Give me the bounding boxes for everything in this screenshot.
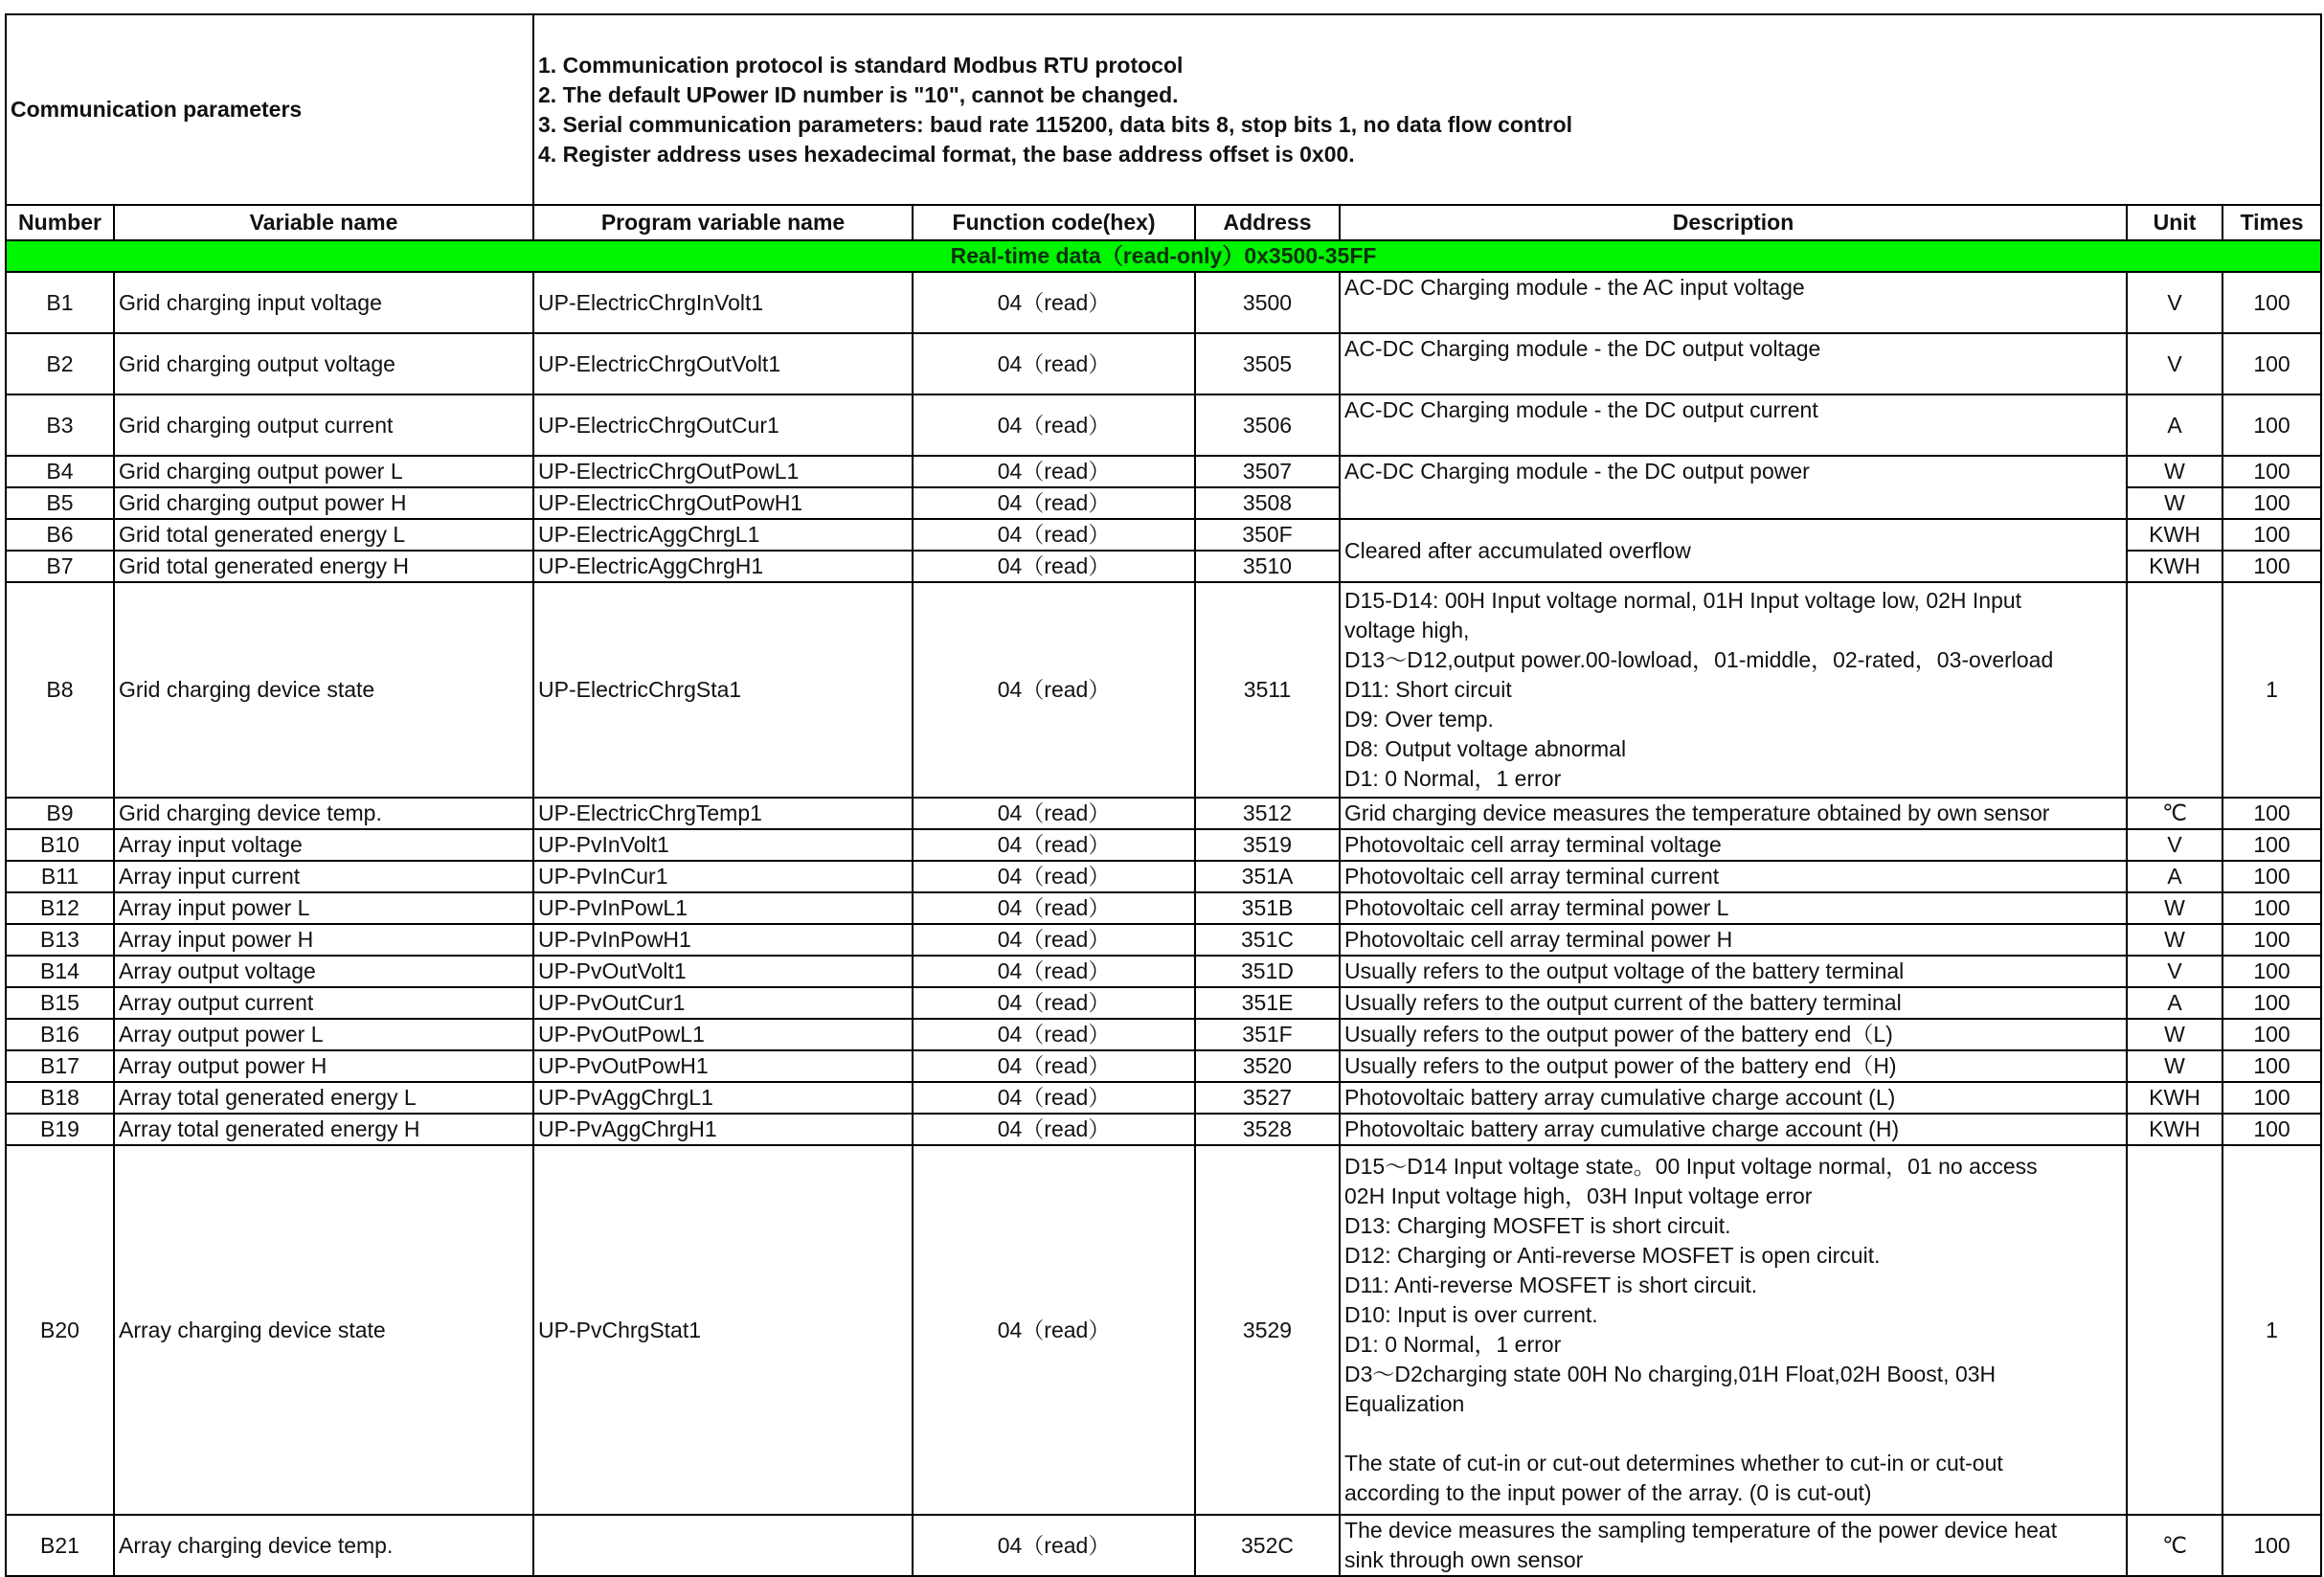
cell-description: Usually refers to the output power of the battery end（H) bbox=[1340, 1050, 2127, 1082]
table-row bbox=[6, 456, 2321, 487]
description-line: sink through own sensor bbox=[1344, 1547, 1584, 1572]
table-row bbox=[6, 892, 2321, 924]
note-line: 1. Communication protocol is standard Modbus RTU protocol bbox=[538, 52, 1184, 78]
cell-description: AC-DC Charging module - the DC output current bbox=[1340, 394, 2127, 456]
description-line: D15-D14: 00H Input voltage normal, 01H Input voltage low, 02H Input bbox=[1344, 588, 2022, 613]
cell-program: UP-ElectricAggChrgH1 bbox=[533, 551, 913, 582]
cell-description: Photovoltaic cell array terminal power H bbox=[1340, 924, 2127, 956]
cell-description: Photovoltaic cell array terminal power L bbox=[1340, 892, 2127, 924]
description-line: D3～D2charging state 00H No charging,01H Float,02H Boost, 03H bbox=[1344, 1362, 1997, 1386]
cell-number: B17 bbox=[6, 1050, 114, 1082]
cell-number: B12 bbox=[6, 892, 114, 924]
cell-unit: A bbox=[2127, 987, 2222, 1019]
cell-unit: W bbox=[2127, 487, 2222, 519]
cell-function-code: 04（read） bbox=[913, 956, 1195, 987]
note-line: 3. Serial communication parameters: baud rate 115200, data bits 8, stop bits 1, no data flow control bbox=[538, 111, 1573, 137]
cell-number: B19 bbox=[6, 1114, 114, 1145]
cell-variable: Grid total generated energy H bbox=[114, 551, 533, 582]
column-header-row bbox=[6, 205, 2321, 240]
cell-address: 350F bbox=[1195, 519, 1340, 551]
description-line: D1: 0 Normal，1 error bbox=[1344, 1332, 1562, 1357]
cell-number: B10 bbox=[6, 829, 114, 861]
description-line: D8: Output voltage abnormal bbox=[1344, 736, 1627, 761]
cell-program: UP-PvOutPowH1 bbox=[533, 1050, 913, 1082]
cell-unit: W bbox=[2127, 1050, 2222, 1082]
cell-unit: V bbox=[2127, 272, 2222, 333]
cell-program: UP-ElectricChrgTemp1 bbox=[533, 798, 913, 829]
cell-function-code: 04（read） bbox=[913, 272, 1195, 333]
cell-times: 100 bbox=[2222, 829, 2321, 861]
cell-variable: Array output current bbox=[114, 987, 533, 1019]
col-header-program-variable-name: Program variable name bbox=[533, 205, 913, 240]
cell-variable: Grid total generated energy L bbox=[114, 519, 533, 551]
cell-times: 100 bbox=[2222, 861, 2321, 892]
cell-number: B13 bbox=[6, 924, 114, 956]
description-line: D1: 0 Normal，1 error bbox=[1344, 766, 1562, 791]
cell-unit bbox=[2127, 582, 2222, 798]
cell-times: 100 bbox=[2222, 456, 2321, 487]
cell-address: 3510 bbox=[1195, 551, 1340, 582]
cell-description bbox=[1340, 582, 2127, 798]
cell-number: B15 bbox=[6, 987, 114, 1019]
cell-function-code: 04（read） bbox=[913, 551, 1195, 582]
cell-unit: W bbox=[2127, 456, 2222, 487]
cell-variable: Array charging device temp. bbox=[114, 1515, 533, 1576]
cell-program: UP-ElectricChrgInVolt1 bbox=[533, 272, 913, 333]
description-line: according to the input power of the array. (0 is cut-out) bbox=[1344, 1480, 1872, 1505]
cell-number: B3 bbox=[6, 394, 114, 456]
cell-program: UP-PvInPowH1 bbox=[533, 924, 913, 956]
cell-number: B11 bbox=[6, 861, 114, 892]
table-row bbox=[6, 829, 2321, 861]
cell-description: Photovoltaic battery array cumulative charge account (L) bbox=[1340, 1082, 2127, 1114]
table-row bbox=[6, 1082, 2321, 1114]
description-line: D9: Over temp. bbox=[1344, 707, 1494, 732]
cell-variable: Array input current bbox=[114, 861, 533, 892]
cell-unit: W bbox=[2127, 924, 2222, 956]
cell-description: Cleared after accumulated overflow bbox=[1340, 519, 2127, 582]
cell-description: Usually refers to the output voltage of the battery terminal bbox=[1340, 956, 2127, 987]
description-line: D15～D14 Input voltage state。00 Input voltage normal，01 no access bbox=[1344, 1154, 2038, 1179]
cell-times: 1 bbox=[2222, 1145, 2321, 1515]
cell-description bbox=[1340, 1515, 2127, 1576]
table-row bbox=[6, 1050, 2321, 1082]
col-header-function-code: Function code(hex) bbox=[913, 205, 1195, 240]
cell-variable: Array output power H bbox=[114, 1050, 533, 1082]
cell-program: UP-ElectricAggChrgL1 bbox=[533, 519, 913, 551]
cell-variable: Array total generated energy H bbox=[114, 1114, 533, 1145]
table-row bbox=[6, 394, 2321, 456]
table-row bbox=[6, 861, 2321, 892]
table-row bbox=[6, 333, 2321, 394]
cell-unit: W bbox=[2127, 1019, 2222, 1050]
cell-address: 3528 bbox=[1195, 1114, 1340, 1145]
cell-address: 3520 bbox=[1195, 1050, 1340, 1082]
cell-program: UP-PvOutVolt1 bbox=[533, 956, 913, 987]
cell-unit: W bbox=[2127, 892, 2222, 924]
table-row bbox=[6, 798, 2321, 829]
cell-function-code: 04（read） bbox=[913, 582, 1195, 798]
cell-address: 351F bbox=[1195, 1019, 1340, 1050]
cell-times: 100 bbox=[2222, 1114, 2321, 1145]
cell-function-code: 04（read） bbox=[913, 861, 1195, 892]
cell-times: 100 bbox=[2222, 956, 2321, 987]
table-row bbox=[6, 1515, 2321, 1576]
cell-times: 100 bbox=[2222, 1019, 2321, 1050]
cell-number: B14 bbox=[6, 956, 114, 987]
cell-number: B9 bbox=[6, 798, 114, 829]
cell-unit: KWH bbox=[2127, 519, 2222, 551]
col-header-address: Address bbox=[1195, 205, 1340, 240]
description-line: The state of cut-in or cut-out determines whether to cut-in or cut-out bbox=[1344, 1451, 2003, 1476]
cell-variable: Grid charging device temp. bbox=[114, 798, 533, 829]
cell-address: 3507 bbox=[1195, 456, 1340, 487]
cell-times: 100 bbox=[2222, 487, 2321, 519]
cell-address: 351D bbox=[1195, 956, 1340, 987]
cell-address: 3527 bbox=[1195, 1082, 1340, 1114]
cell-variable: Array input voltage bbox=[114, 829, 533, 861]
table-row bbox=[6, 924, 2321, 956]
cell-program bbox=[533, 1515, 913, 1576]
description-line: Equalization bbox=[1344, 1391, 1465, 1416]
cell-unit: KWH bbox=[2127, 551, 2222, 582]
cell-function-code: 04（read） bbox=[913, 333, 1195, 394]
cell-variable: Array input power L bbox=[114, 892, 533, 924]
table-row bbox=[6, 519, 2321, 551]
cell-description: Usually refers to the output power of the battery end（L) bbox=[1340, 1019, 2127, 1050]
cell-program: UP-PvAggChrgH1 bbox=[533, 1114, 913, 1145]
cell-description: AC-DC Charging module - the DC output voltage bbox=[1340, 333, 2127, 394]
modbus-register-table bbox=[5, 13, 2322, 1577]
cell-times: 100 bbox=[2222, 394, 2321, 456]
cell-address: 3519 bbox=[1195, 829, 1340, 861]
cell-number: B2 bbox=[6, 333, 114, 394]
cell-function-code: 04（read） bbox=[913, 394, 1195, 456]
cell-program: UP-PvOutCur1 bbox=[533, 987, 913, 1019]
cell-address: 351E bbox=[1195, 987, 1340, 1019]
description-line: D12: Charging or Anti-reverse MOSFET is open circuit. bbox=[1344, 1243, 1881, 1268]
cell-function-code: 04（read） bbox=[913, 1515, 1195, 1576]
cell-times: 100 bbox=[2222, 272, 2321, 333]
cell-description bbox=[1340, 1145, 2127, 1515]
cell-times: 100 bbox=[2222, 798, 2321, 829]
description-line: 02H Input voltage high，03H Input voltage error bbox=[1344, 1183, 1813, 1208]
cell-unit: KWH bbox=[2127, 1114, 2222, 1145]
cell-description: Photovoltaic cell array terminal voltage bbox=[1340, 829, 2127, 861]
cell-address: 3508 bbox=[1195, 487, 1340, 519]
cell-program: UP-PvChrgStat1 bbox=[533, 1145, 913, 1515]
cell-function-code: 04（read） bbox=[913, 892, 1195, 924]
cell-times: 100 bbox=[2222, 551, 2321, 582]
description-line bbox=[1344, 1419, 2122, 1449]
cell-times: 100 bbox=[2222, 987, 2321, 1019]
cell-times: 100 bbox=[2222, 1050, 2321, 1082]
description-line: voltage high, bbox=[1344, 618, 1470, 642]
cell-function-code: 04（read） bbox=[913, 1114, 1195, 1145]
cell-variable: Grid charging device state bbox=[114, 582, 533, 798]
cell-number: B5 bbox=[6, 487, 114, 519]
cell-unit: ℃ bbox=[2127, 1515, 2222, 1576]
note-line: 4. Register address uses hexadecimal format, the base address offset is 0x00. bbox=[538, 141, 1355, 167]
cell-function-code: 04（read） bbox=[913, 798, 1195, 829]
cell-unit: ℃ bbox=[2127, 798, 2222, 829]
cell-function-code: 04（read） bbox=[913, 1145, 1195, 1515]
table-row bbox=[6, 1019, 2321, 1050]
cell-times: 100 bbox=[2222, 1515, 2321, 1576]
cell-variable: Array output power L bbox=[114, 1019, 533, 1050]
cell-description: AC-DC Charging module - the AC input voltage bbox=[1340, 272, 2127, 333]
cell-program: UP-PvInPowL1 bbox=[533, 892, 913, 924]
cell-description: Photovoltaic cell array terminal current bbox=[1340, 861, 2127, 892]
cell-function-code: 04（read） bbox=[913, 829, 1195, 861]
cell-variable: Grid charging output voltage bbox=[114, 333, 533, 394]
cell-address: 3529 bbox=[1195, 1145, 1340, 1515]
table-row bbox=[6, 1145, 2321, 1515]
description-line: D10: Input is over current. bbox=[1344, 1302, 1598, 1327]
cell-program: UP-PvInVolt1 bbox=[533, 829, 913, 861]
col-header-number: Number bbox=[6, 205, 114, 240]
cell-program: UP-PvInCur1 bbox=[533, 861, 913, 892]
cell-number: B8 bbox=[6, 582, 114, 798]
cell-variable: Array input power H bbox=[114, 924, 533, 956]
cell-address: 3500 bbox=[1195, 272, 1340, 333]
cell-number: B6 bbox=[6, 519, 114, 551]
document-title: Communication parameters bbox=[6, 14, 533, 205]
cell-variable: Array total generated energy L bbox=[114, 1082, 533, 1114]
cell-number: B18 bbox=[6, 1082, 114, 1114]
communication-notes bbox=[533, 14, 2321, 205]
cell-description: Grid charging device measures the temperature obtained by own sensor bbox=[1340, 798, 2127, 829]
header-row bbox=[6, 14, 2321, 205]
cell-variable: Grid charging output current bbox=[114, 394, 533, 456]
cell-function-code: 04（read） bbox=[913, 519, 1195, 551]
cell-variable: Array charging device state bbox=[114, 1145, 533, 1515]
cell-description: Photovoltaic battery array cumulative charge account (H) bbox=[1340, 1114, 2127, 1145]
cell-times: 100 bbox=[2222, 333, 2321, 394]
table-row bbox=[6, 1114, 2321, 1145]
description-line: D11: Short circuit bbox=[1344, 677, 1512, 702]
cell-unit: A bbox=[2127, 394, 2222, 456]
note-line: 2. The default UPower ID number is "10", cannot be changed. bbox=[538, 81, 1179, 107]
col-header-variable-name: Variable name bbox=[114, 205, 533, 240]
cell-program: UP-PvAggChrgL1 bbox=[533, 1082, 913, 1114]
cell-address: 3511 bbox=[1195, 582, 1340, 798]
cell-times: 1 bbox=[2222, 582, 2321, 798]
section-row bbox=[6, 240, 2321, 272]
cell-unit: V bbox=[2127, 956, 2222, 987]
cell-unit: KWH bbox=[2127, 1082, 2222, 1114]
cell-address: 3505 bbox=[1195, 333, 1340, 394]
cell-unit bbox=[2127, 1145, 2222, 1515]
cell-times: 100 bbox=[2222, 892, 2321, 924]
cell-address: 351A bbox=[1195, 861, 1340, 892]
cell-address: 351C bbox=[1195, 924, 1340, 956]
cell-address: 3512 bbox=[1195, 798, 1340, 829]
description-line: The device measures the sampling temperature of the power device heat bbox=[1344, 1518, 2058, 1543]
cell-variable: Grid charging output power H bbox=[114, 487, 533, 519]
cell-function-code: 04（read） bbox=[913, 456, 1195, 487]
table-row bbox=[6, 956, 2321, 987]
cell-number: B21 bbox=[6, 1515, 114, 1576]
cell-function-code: 04（read） bbox=[913, 1019, 1195, 1050]
cell-number: B7 bbox=[6, 551, 114, 582]
cell-unit: A bbox=[2127, 861, 2222, 892]
table-row bbox=[6, 272, 2321, 333]
cell-description: AC-DC Charging module - the DC output power bbox=[1340, 456, 2127, 519]
cell-description: Usually refers to the output current of the battery terminal bbox=[1340, 987, 2127, 1019]
cell-unit: V bbox=[2127, 333, 2222, 394]
col-header-times: Times bbox=[2222, 205, 2321, 240]
cell-program: UP-PvOutPowL1 bbox=[533, 1019, 913, 1050]
cell-variable: Grid charging output power L bbox=[114, 456, 533, 487]
description-line: D13～D12,output power.00-lowload，01-middle，02-rated，03-overload bbox=[1344, 647, 2054, 672]
cell-number: B16 bbox=[6, 1019, 114, 1050]
cell-program: UP-ElectricChrgOutVolt1 bbox=[533, 333, 913, 394]
table-row bbox=[6, 582, 2321, 798]
cell-function-code: 04（read） bbox=[913, 987, 1195, 1019]
cell-number: B1 bbox=[6, 272, 114, 333]
cell-variable: Grid charging input voltage bbox=[114, 272, 533, 333]
cell-unit: V bbox=[2127, 829, 2222, 861]
cell-times: 100 bbox=[2222, 519, 2321, 551]
cell-address: 351B bbox=[1195, 892, 1340, 924]
cell-address: 352C bbox=[1195, 1515, 1340, 1576]
cell-variable: Array output voltage bbox=[114, 956, 533, 987]
table-row bbox=[6, 987, 2321, 1019]
cell-function-code: 04（read） bbox=[913, 1082, 1195, 1114]
description-line: D13: Charging MOSFET is short circuit. bbox=[1344, 1213, 1731, 1238]
cell-times: 100 bbox=[2222, 924, 2321, 956]
cell-program: UP-ElectricChrgOutPowL1 bbox=[533, 456, 913, 487]
cell-address: 3506 bbox=[1195, 394, 1340, 456]
cell-times: 100 bbox=[2222, 1082, 2321, 1114]
cell-function-code: 04（read） bbox=[913, 1050, 1195, 1082]
cell-function-code: 04（read） bbox=[913, 924, 1195, 956]
cell-number: B20 bbox=[6, 1145, 114, 1515]
cell-program: UP-ElectricChrgOutPowH1 bbox=[533, 487, 913, 519]
description-line: D11: Anti-reverse MOSFET is short circuit. bbox=[1344, 1273, 1758, 1297]
cell-function-code: 04（read） bbox=[913, 487, 1195, 519]
col-header-description: Description bbox=[1340, 205, 2127, 240]
section-label: Real-time data（read-only）0x3500-35FF bbox=[6, 240, 2321, 272]
col-header-unit: Unit bbox=[2127, 205, 2222, 240]
cell-program: UP-ElectricChrgSta1 bbox=[533, 582, 913, 798]
cell-program: UP-ElectricChrgOutCur1 bbox=[533, 394, 913, 456]
cell-number: B4 bbox=[6, 456, 114, 487]
